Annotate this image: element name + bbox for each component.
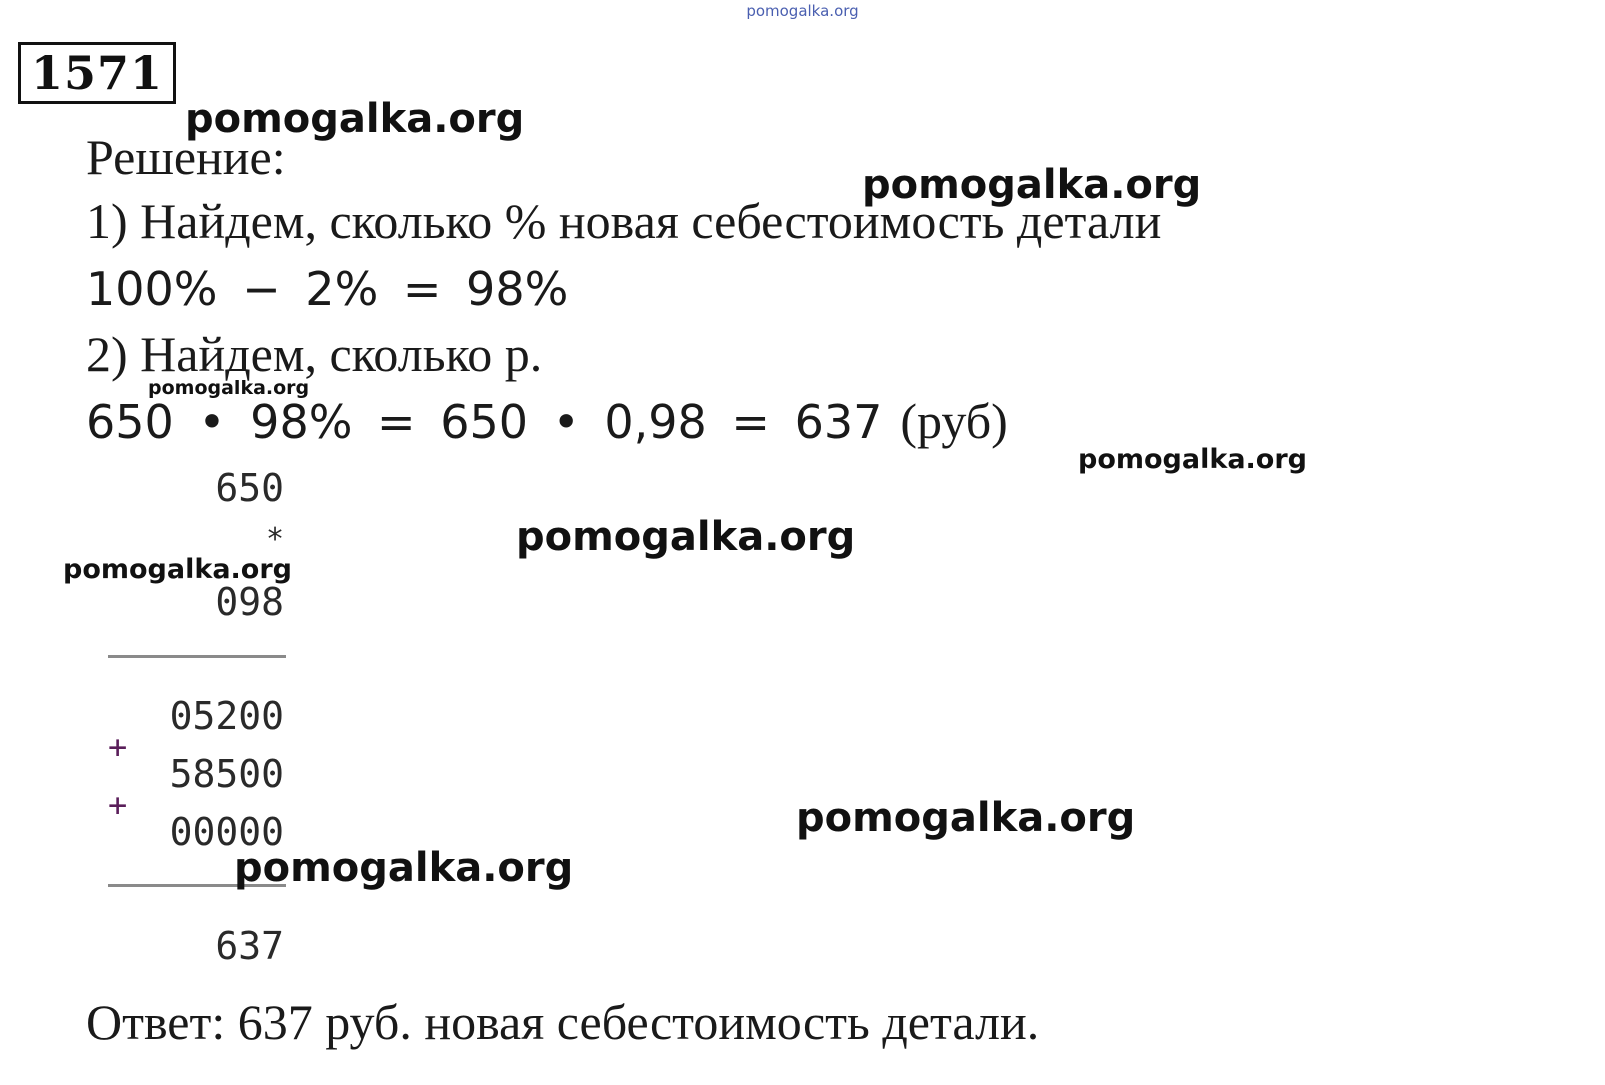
step1-formula: 100% − 2% = 98% [86,262,569,316]
calc-partial-3: 00000 [169,810,284,854]
watermark: pomogalka.org [796,795,1136,841]
watermark: pomogalka.org [516,514,856,560]
step2-text: 2) Найдем, сколько р. [86,326,543,382]
step2-formula [86,392,1008,450]
problem-number: 1571 [30,46,164,100]
watermark: pomogalka.org [1078,444,1307,475]
problem-number-box [18,42,176,104]
solution-heading: Решение: [86,129,286,185]
watermark: pomogalka.org [148,377,310,399]
calc-operator: * [265,522,284,557]
watermark: pomogalka.org [185,96,525,142]
top-watermark: pomogalka.org [746,2,859,20]
calc-result: 637 [215,924,284,968]
calc-partial-2: 58500 [169,752,284,796]
calc-multiplier: 098 [215,580,284,624]
calc-plus-2: + [108,786,128,824]
calc-plus-1: + [108,728,128,766]
calc-multiplicand: 650 [215,466,284,510]
step2-formula-unit: (руб) [900,393,1008,449]
calc-partial-1: 05200 [169,694,284,738]
calc-divider-1 [108,655,286,658]
watermark: pomogalka.org [862,162,1202,208]
answer-text: Ответ: 637 руб. новая себестоимость детали. [86,994,1040,1050]
watermark: pomogalka.org [63,554,292,585]
watermark: pomogalka.org [234,845,574,891]
step2-formula-math: 650 • 98% = 650 • 0,98 = 637 [86,395,883,449]
step1-text: 1) Найдем, сколько % новая себестоимость детали [86,193,1162,249]
